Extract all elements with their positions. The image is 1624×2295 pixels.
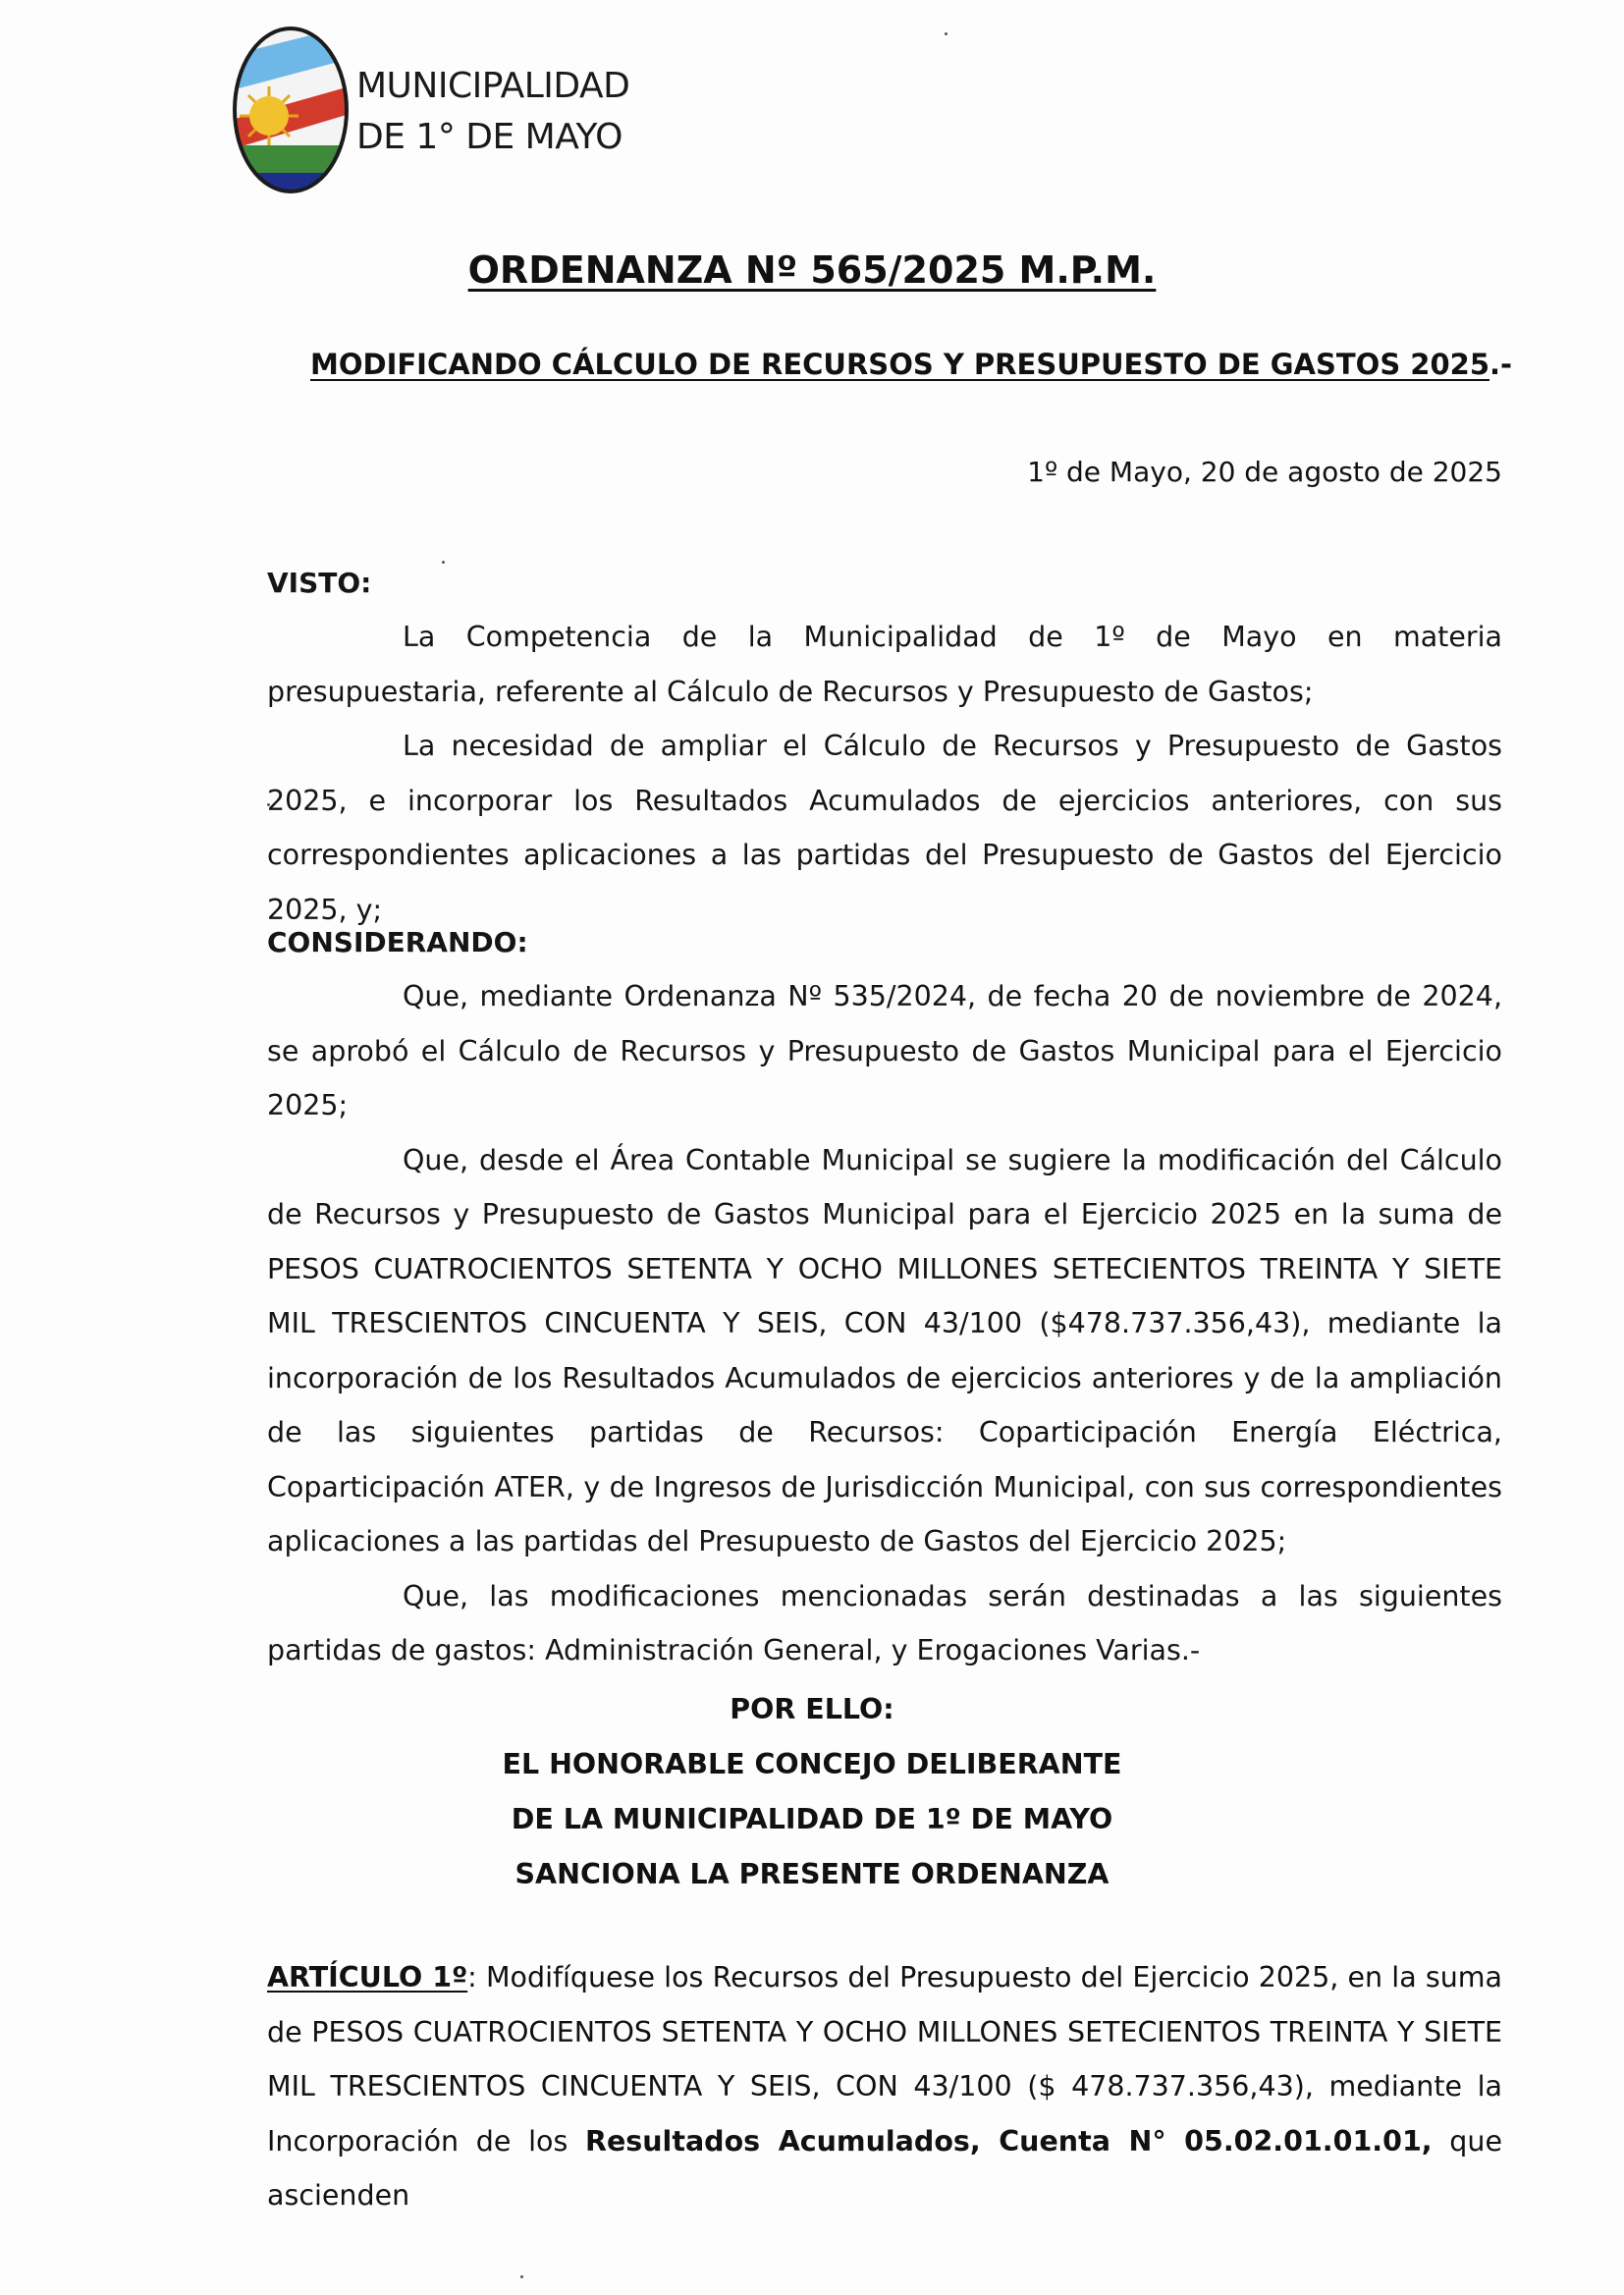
org-name-line1: MUNICIPALIDAD [356,66,630,106]
enacting-line: EL HONORABLE CONCEJO DELIBERANTE [502,1748,1122,1780]
article-1-text: Modifíquese los Recursos del Presupuesto del Ejercicio 2025, en la suma de PESOS CUATROCIENTOS SETENTA Y OCHO MILLONES SETECIENTOS TREINTA Y SIETE MIL TRESCIENTOS CINCUENTA Y SEIS, CON 43/100 ($ 478.737.356,43), mediante la Incorporación de los [267,1961,1502,2158]
visto-paragraph: La necesidad de ampliar el Cálculo de Recursos y Presupuesto de Gastos 2025, e incorporar los Resultados Acumulados de ejercicios anteriores, con sus correspondientes aplicaciones a las partidas del Presupuesto de Gastos del Ejercicio 2025, y; [267,730,1502,926]
article-1-label: ARTÍCULO 1º [267,1961,468,1994]
org-name-line2: DE 1° DE MAYO [356,117,623,157]
letterhead [232,26,821,197]
scan-speck [520,2275,523,2278]
article-1 [267,1950,1502,2223]
enacting-line: SANCIONA LA PRESENTE ORDENANZA [514,1858,1110,1890]
visto-heading: VISTO: [267,567,372,599]
article-1-text-end: que ascienden [267,2124,1502,2212]
document-date: 1º de Mayo, 20 de agosto de 2025 [1027,456,1502,488]
ordinance-title: ORDENANZA Nº 565/2025 M.P.M. [467,248,1157,292]
subtitle-text: MODIFICANDO CÁLCULO DE RECURSOS Y PRESUPUESTO DE GASTOS 2025 [310,348,1490,381]
considerando-heading: CONSIDERANDO: [267,926,528,958]
visto-section [267,556,1502,937]
organization-name [356,61,629,163]
ordinance-subtitle [310,348,1512,381]
enacting-line: POR ELLO: [730,1693,894,1725]
considerando-paragraph: Que, desde el Área Contable Municipal se sugiere la modificación del Cálculo de Recursos y Presupuesto de Gastos Municipal para el Ejercicio 2025 en la suma de PESOS CUATROCIENTOS SETENTA Y OCHO MILLONES SETECIENTOS TREINTA Y SIETE MIL TRESCIENTOS CINCUENTA Y SEIS, CON 43/100 ($478.737.356,43), mediante la incorporación de los Resultados Acumulados de ejercicios anteriores y de la ampliación de las siguientes partidas de Recursos: Coparticipación Energía Eléctrica, Coparticipación ATER, y de Ingresos de Jurisdicción Municipal, con sus correspondientes aplicaciones a las partidas del Presupuesto de Gastos del Ejercicio 2025; [267,1143,1502,1557]
visto-paragraph: La Competencia de la Municipalidad de 1º de Mayo en materia presupuestaria, referente al Cálculo de Recursos y Presupuesto de Gastos; [267,621,1502,708]
article-1-colon: : [467,1961,477,1994]
enacting-line: DE LA MUNICIPALIDAD DE 1º DE MAYO [511,1803,1113,1835]
scan-speck [945,32,947,35]
considerando-section [267,915,1502,1678]
considerando-paragraph: Que, mediante Ordenanza Nº 535/2024, de fecha 20 de noviembre de 2024, se aprobó el Cálculo de Recursos y Presupuesto de Gastos Municipal para el Ejercicio 2025; [267,980,1502,1121]
subtitle-suffix: .- [1489,348,1513,381]
considerando-paragraph: Que, las modificaciones mencionadas serán destinadas a las siguientes partidas de gastos: Administración General, y Erogaciones Varias.- [267,1579,1502,1667]
municipal-seal-icon [232,26,350,194]
enacting-clause [0,1682,1624,1902]
article-1-account: Resultados Acumulados, Cuenta N° 05.02.01.01.01, [585,2124,1433,2158]
